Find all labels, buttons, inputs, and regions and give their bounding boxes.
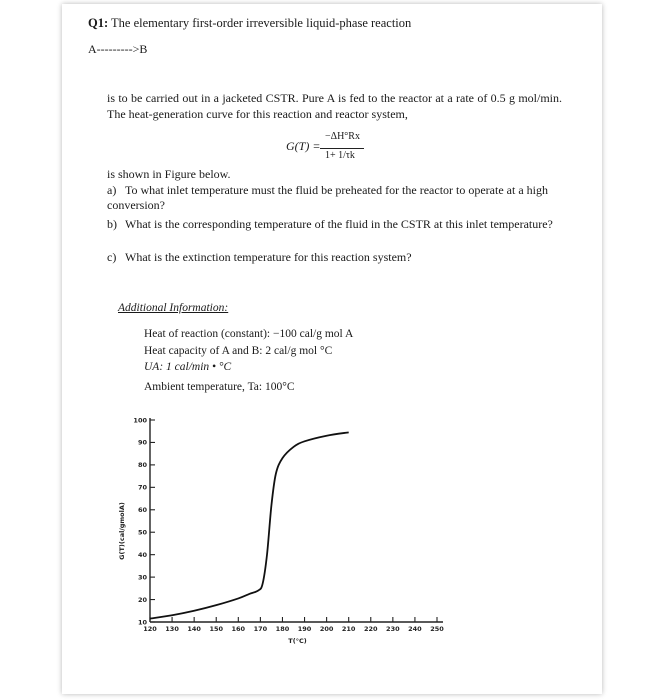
x-tick-label: 210 [341, 625, 356, 633]
problem-paragraph: is to be carried out in a jacketed CSTR. Pure A is fed to the reactor at a rate of 0.5 g mol/min. The heat-generation curve for this reaction and reactor system, [107, 91, 562, 121]
x-tick-label: 230 [386, 625, 400, 633]
x-tick-label: 240 [408, 625, 422, 633]
y-tick-label: 40 [137, 550, 147, 559]
part-a-text: To what inlet temperature must the fluid be preheated for the reactor to operate at a high conversion? [107, 183, 548, 212]
y-tick-label: 70 [137, 483, 147, 492]
series-line-g-of-t [150, 432, 349, 618]
y-tick-label: 90 [137, 438, 147, 447]
y-axis-label: G(T)(cal/gmolA) [118, 502, 126, 560]
part-c-label: c) [107, 250, 117, 264]
x-tick-label: 120 [143, 625, 157, 633]
x-tick-label: 150 [209, 625, 224, 633]
part-b-label: b) [107, 217, 117, 231]
part-a-label: a) [107, 183, 117, 197]
part-c-text: What is the extinction temperature for this reaction system? [125, 250, 412, 264]
x-tick-label: 190 [297, 625, 312, 633]
x-tick-label: 170 [253, 625, 268, 633]
y-tick-label: 30 [137, 573, 147, 582]
x-tick-label: 180 [275, 625, 290, 633]
reaction-equation: A--------->B [88, 42, 148, 56]
y-tick-label: 100 [133, 416, 147, 425]
question-title-text: The elementary first-order irreversible liquid-phase reaction [111, 16, 412, 30]
x-tick-label: 220 [363, 625, 378, 633]
equation-numerator: −ΔH°Rx [325, 131, 360, 142]
y-tick-label: 20 [137, 595, 147, 604]
info-ua: UA: 1 cal/min • °C [144, 361, 232, 373]
y-tick-label: 50 [137, 528, 147, 537]
x-tick-label: 250 [430, 625, 444, 633]
question-label: Q1: [88, 16, 109, 30]
info-heat-capacity: Heat capacity of A and B: 2 cal/g mol °C [144, 345, 333, 357]
x-tick-label: 140 [187, 625, 201, 633]
figure-reference-text: is shown in Figure below. [107, 167, 231, 181]
y-tick-label: 80 [137, 461, 147, 470]
additional-info-heading: Additional Information: [118, 302, 229, 314]
x-tick-label: 160 [231, 625, 246, 633]
part-b-text: What is the corresponding temperature of the fluid in the CSTR at this inlet temperature? [125, 217, 553, 231]
x-axis-label: T(°C) [288, 637, 307, 645]
equation-lhs: G(T) = [286, 139, 321, 153]
y-tick-label: 10 [137, 618, 147, 627]
x-tick-label: 130 [165, 625, 179, 633]
info-ambient-temperature: Ambient temperature, Ta: 100°C [144, 381, 295, 393]
info-heat-of-reaction: Heat of reaction (constant): −100 cal/g mol A [144, 328, 354, 340]
equation-denominator: 1+ 1/τk [325, 150, 355, 161]
x-tick-label: 200 [319, 625, 334, 633]
y-tick-label: 60 [137, 506, 147, 515]
